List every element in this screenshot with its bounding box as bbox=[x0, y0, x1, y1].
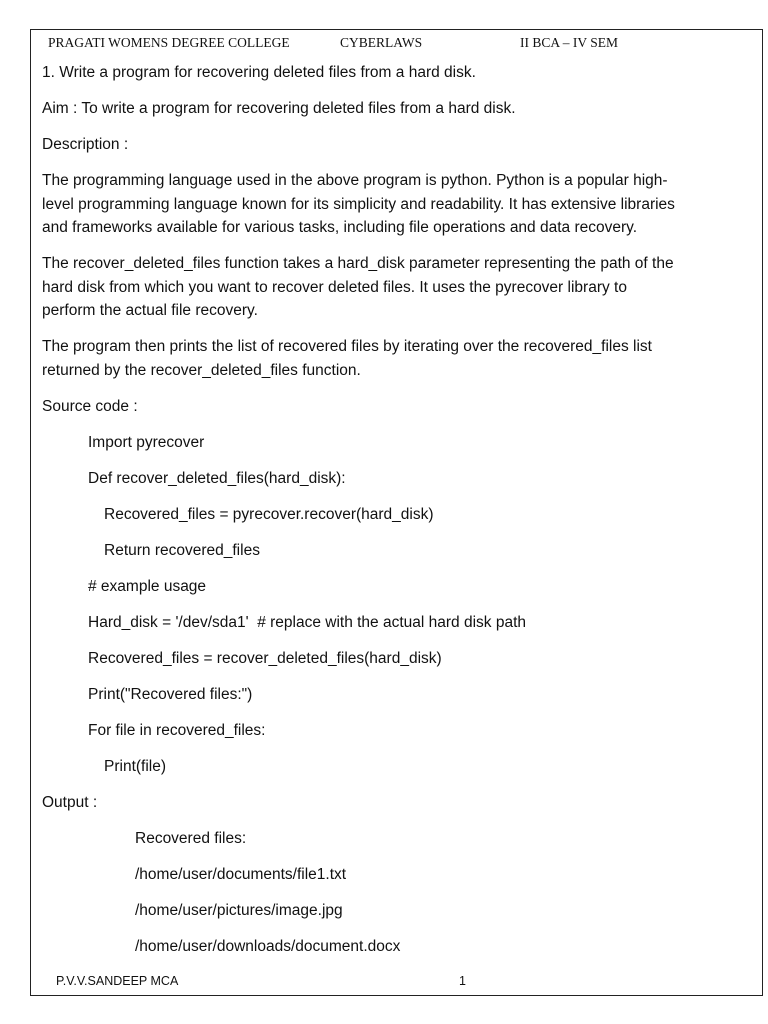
code-line: Def recover_deleted_files(hard_disk): bbox=[88, 469, 346, 487]
text-line: level programming language known for its simplicity and readability. It has extensive libraries bbox=[42, 195, 675, 213]
header-college: PRAGATI WOMENS DEGREE COLLEGE bbox=[48, 35, 290, 50]
code-line: Import pyrecover bbox=[88, 433, 205, 451]
aim-text: Aim : To write a program for recovering deleted files from a hard disk. bbox=[42, 100, 516, 117]
description-paragraph-2 bbox=[42, 252, 742, 323]
footer-author: P.V.V.SANDEEP MCA bbox=[56, 974, 179, 988]
output-heading: Output : bbox=[42, 793, 98, 811]
source-code-heading: Source code : bbox=[42, 397, 138, 415]
text-line: and frameworks available for various tasks, including file operations and data recovery. bbox=[42, 219, 638, 236]
code-line: Recovered_files = recover_deleted_files(hard_disk) bbox=[88, 649, 442, 667]
text-line: perform the actual file recovery. bbox=[42, 302, 258, 319]
description-paragraph-3 bbox=[42, 335, 742, 382]
output-block bbox=[42, 827, 742, 959]
output-line: Recovered files: bbox=[135, 829, 247, 847]
description-heading: Description : bbox=[42, 136, 129, 153]
page-header bbox=[48, 34, 748, 52]
text-line: The recover_deleted_files function takes a hard_disk parameter representing the path of the bbox=[42, 255, 674, 272]
code-line: Hard_disk = '/dev/sda1' # replace with the actual hard disk path bbox=[88, 613, 527, 631]
text-line: The program then prints the list of recovered files by iterating over the recovered_files list bbox=[42, 338, 652, 355]
code-line: Return recovered_files bbox=[104, 541, 260, 559]
page-number: 1 bbox=[459, 974, 466, 988]
document-body bbox=[42, 61, 742, 971]
text-line: The programming language used in the above program is python. Python is a popular high- bbox=[42, 172, 668, 189]
code-line: Print(file) bbox=[104, 757, 167, 775]
source-code-block bbox=[42, 431, 742, 779]
code-line: # example usage bbox=[88, 577, 207, 595]
output-line: /home/user/pictures/image.jpg bbox=[135, 901, 343, 919]
output-line: /home/user/downloads/document.docx bbox=[135, 937, 401, 955]
question-text: 1. Write a program for recovering deleted files from a hard disk. bbox=[42, 64, 476, 81]
header-class: II BCA – IV SEM bbox=[520, 35, 619, 50]
header-subject: CYBERLAWS bbox=[340, 35, 423, 50]
code-line: For file in recovered_files: bbox=[88, 721, 266, 739]
text-line: hard disk from which you want to recover deleted files. It uses the pyrecover library to bbox=[42, 278, 627, 296]
code-line: Recovered_files = pyrecover.recover(hard_disk) bbox=[104, 505, 434, 523]
page-footer bbox=[56, 972, 496, 990]
text-line: returned by the recover_deleted_files function. bbox=[42, 361, 361, 379]
description-paragraph-1 bbox=[42, 169, 742, 240]
code-line: Print("Recovered files:") bbox=[88, 685, 253, 703]
output-line: /home/user/documents/file1.txt bbox=[135, 865, 347, 883]
